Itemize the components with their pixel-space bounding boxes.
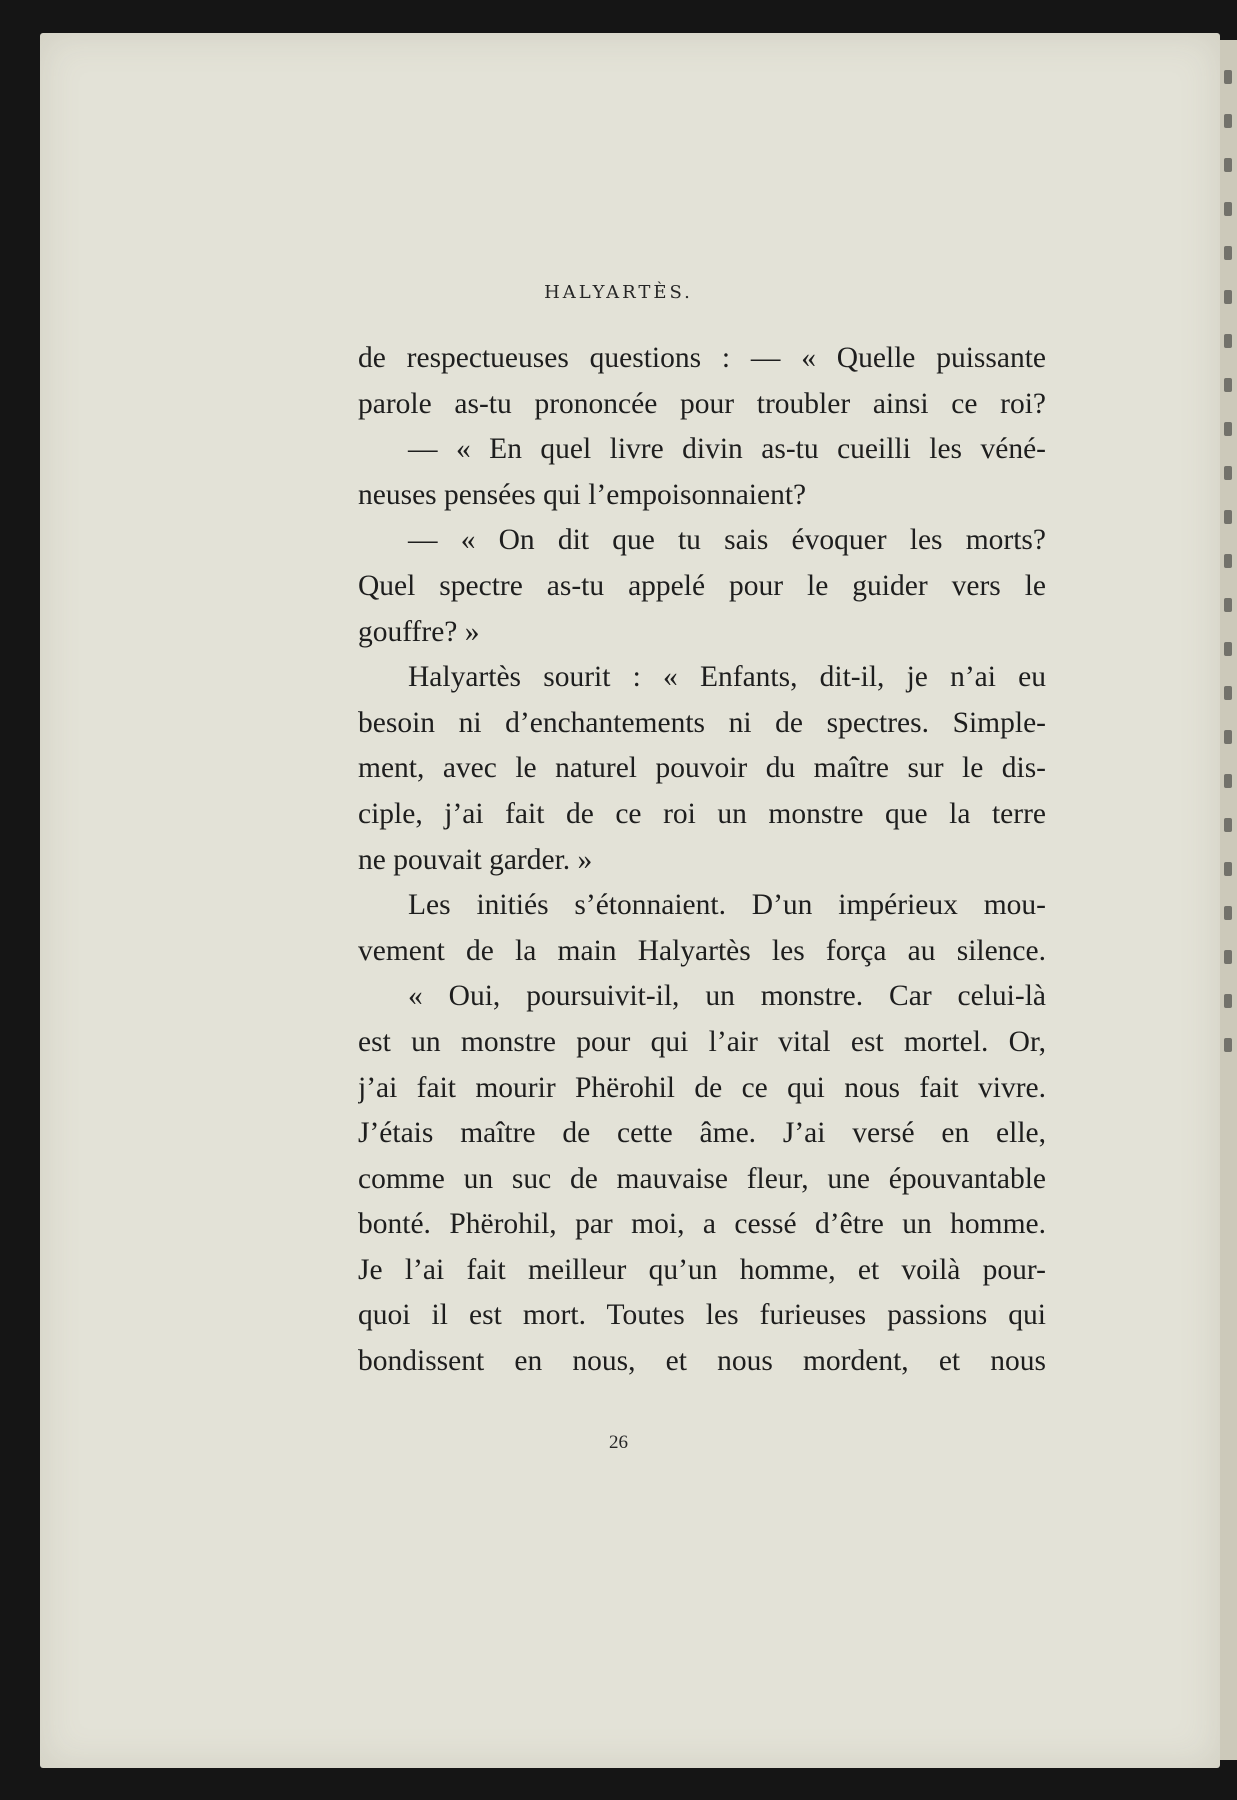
edge-mark bbox=[1224, 466, 1232, 480]
body-text bbox=[358, 336, 1046, 1385]
text-line: parole as-tu prononcée pour troubler ainsi ce roi? bbox=[358, 387, 1046, 420]
text-line: Les initiés s’étonnaient. D’un impérieux mou- bbox=[408, 889, 1046, 922]
edge-mark bbox=[1224, 510, 1232, 524]
edge-mark bbox=[1224, 818, 1232, 832]
edge-mark bbox=[1224, 1038, 1232, 1052]
text-line: quoi il est mort. Toutes les furieuses passions qui bbox=[358, 1299, 1046, 1332]
edge-mark bbox=[1224, 642, 1232, 656]
edge-mark bbox=[1224, 422, 1232, 436]
text-line: comme un suc de mauvaise fleur, une épouvantable bbox=[358, 1162, 1046, 1195]
text-line: bonté. Phërohil, par moi, a cessé d’être un homme. bbox=[358, 1208, 1046, 1241]
edge-mark bbox=[1224, 246, 1232, 260]
running-head: HALYARTÈS. bbox=[544, 282, 693, 303]
edge-mark bbox=[1224, 158, 1232, 172]
edge-mark bbox=[1224, 950, 1232, 964]
edge-mark bbox=[1224, 554, 1232, 568]
text-line: bondissent en nous, et nous mordent, et nous bbox=[358, 1345, 1046, 1378]
text-line: ment, avec le naturel pouvoir du maître sur le dis- bbox=[358, 752, 1046, 785]
edge-mark bbox=[1224, 114, 1232, 128]
text-line: j’ai fait mourir Phërohil de ce qui nous fait vivre. bbox=[358, 1071, 1046, 1104]
edge-mark bbox=[1224, 862, 1232, 876]
edge-mark bbox=[1224, 202, 1232, 216]
text-line: neuses pensées qui l’empoisonnaient? bbox=[358, 478, 807, 511]
text-line: Halyartès sourit : « Enfants, dit-il, je n’ai eu bbox=[408, 661, 1046, 694]
text-line: besoin ni d’enchantements ni de spectres. Simple- bbox=[358, 706, 1046, 739]
text-line: ciple, j’ai fait de ce roi un monstre que la terre bbox=[358, 797, 1046, 830]
edge-mark bbox=[1224, 906, 1232, 920]
edge-mark bbox=[1224, 994, 1232, 1008]
edge-mark bbox=[1224, 334, 1232, 348]
edge-mark bbox=[1224, 686, 1232, 700]
edge-mark bbox=[1224, 378, 1232, 392]
text-line: — « En quel livre divin as-tu cueilli les véné- bbox=[408, 433, 1046, 466]
text-line: « Oui, poursuivit-il, un monstre. Car celui-là bbox=[408, 980, 1046, 1013]
text-line: est un monstre pour qui l’air vital est mortel. Or, bbox=[358, 1025, 1046, 1058]
text-line: gouffre? » bbox=[358, 615, 480, 648]
page-number: 26 bbox=[609, 1432, 628, 1453]
text-line: de respectueuses questions : — « Quelle puissante bbox=[358, 342, 1046, 374]
text-line: J’étais maître de cette âme. J’ai versé en elle, bbox=[358, 1117, 1046, 1150]
text-line: ne pouvait garder. » bbox=[358, 843, 593, 876]
text-line: vement de la main Halyartès les força au silence. bbox=[358, 934, 1046, 967]
text-line: Je l’ai fait meilleur qu’un homme, et voilà pour- bbox=[358, 1253, 1046, 1286]
edge-mark bbox=[1224, 598, 1232, 612]
text-line: — « On dit que tu sais évoquer les morts? bbox=[408, 524, 1046, 557]
edge-mark bbox=[1224, 70, 1232, 84]
edge-mark bbox=[1224, 730, 1232, 744]
text-line: Quel spectre as-tu appelé pour le guider vers le bbox=[358, 569, 1046, 602]
edge-mark bbox=[1224, 774, 1232, 788]
